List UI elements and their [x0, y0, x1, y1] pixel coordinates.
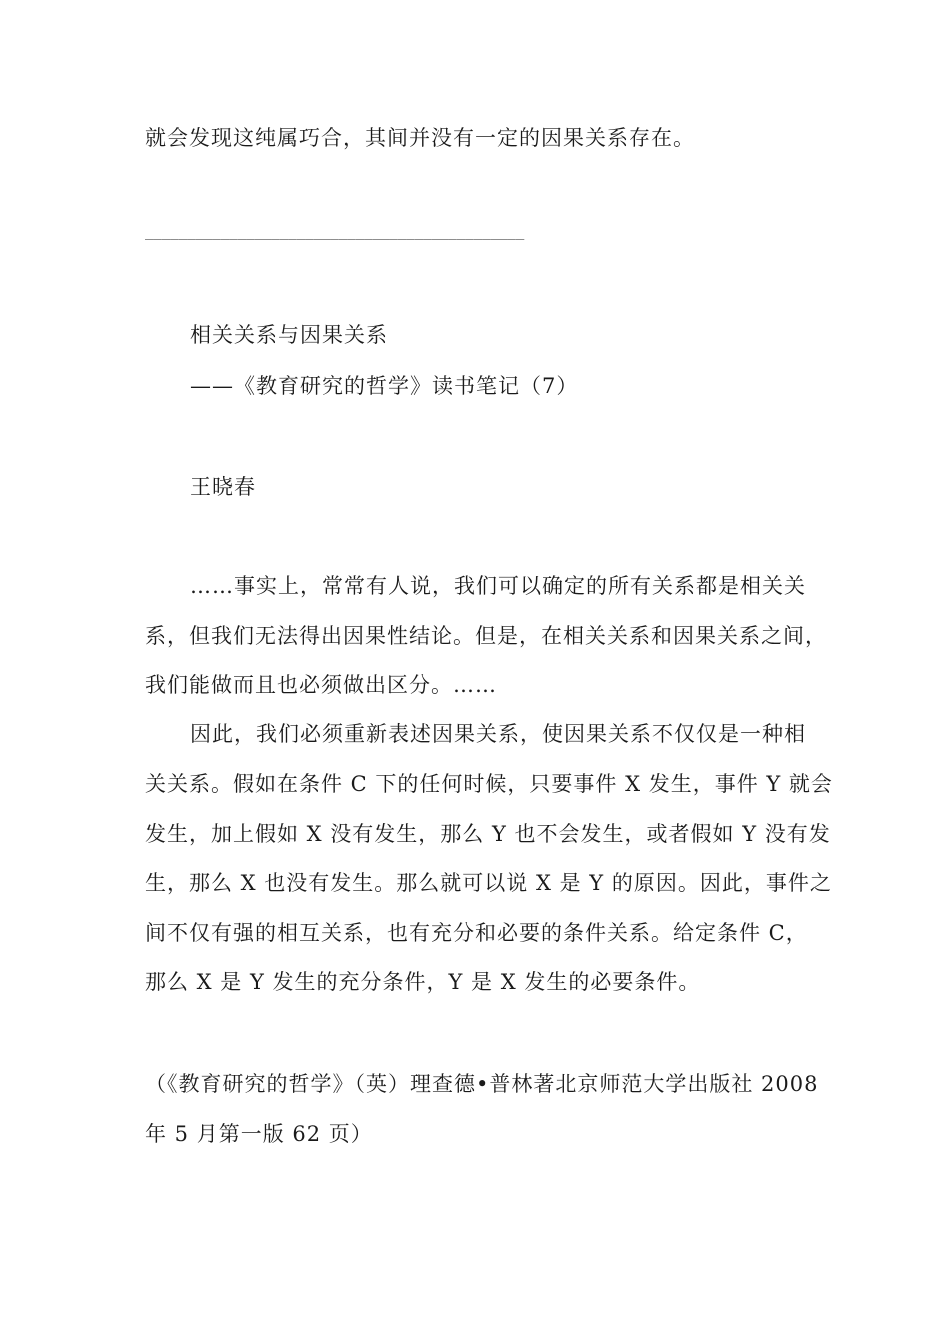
body-line: 发生，加上假如 X 没有发生，那么 Y 也不会发生，或者假如 Y 没有发 — [145, 822, 831, 846]
quote-line: 系，但我们无法得出因果性结论。但是，在相关关系和因果关系之间， — [145, 624, 827, 648]
quote-line: 我们能做而且也必须做出区分。…… — [145, 673, 497, 697]
intro-paragraph-line: 就会发现这纯属巧合，其间并没有一定的因果关系存在。 — [145, 126, 695, 150]
body-line: 那么 X 是 Y 发生的充分条件，Y 是 X 发生的必要条件。 — [145, 970, 701, 994]
quote-line: ……事实上，常常有人说，我们可以确定的所有关系都是相关关 — [190, 574, 806, 598]
body-line: 生，那么 X 也没有发生。那么就可以说 X 是 Y 的原因。因此，事件之 — [145, 871, 832, 895]
article-subtitle: ——《教育研究的哲学》读书笔记（7） — [190, 374, 579, 398]
section-separator: _____________________________________________ — [145, 224, 525, 240]
body-line: 因此，我们必须重新表述因果关系，使因果关系不仅仅是一种相 — [190, 722, 806, 746]
body-line: 关关系。假如在条件 C 下的任何时候，只要事件 X 发生，事件 Y 就会 — [145, 772, 833, 796]
citation-line: 年 5 月第一版 62 页） — [145, 1122, 373, 1146]
citation-line: （《教育研究的哲学》（英）理查德•普林著北京师范大学出版社 2008 — [145, 1072, 819, 1096]
article-author: 王晓春 — [190, 475, 256, 499]
article-title: 相关关系与因果关系 — [190, 323, 388, 347]
body-line: 间不仅有强的相互关系，也有充分和必要的条件关系。给定条件 C， — [145, 921, 808, 945]
